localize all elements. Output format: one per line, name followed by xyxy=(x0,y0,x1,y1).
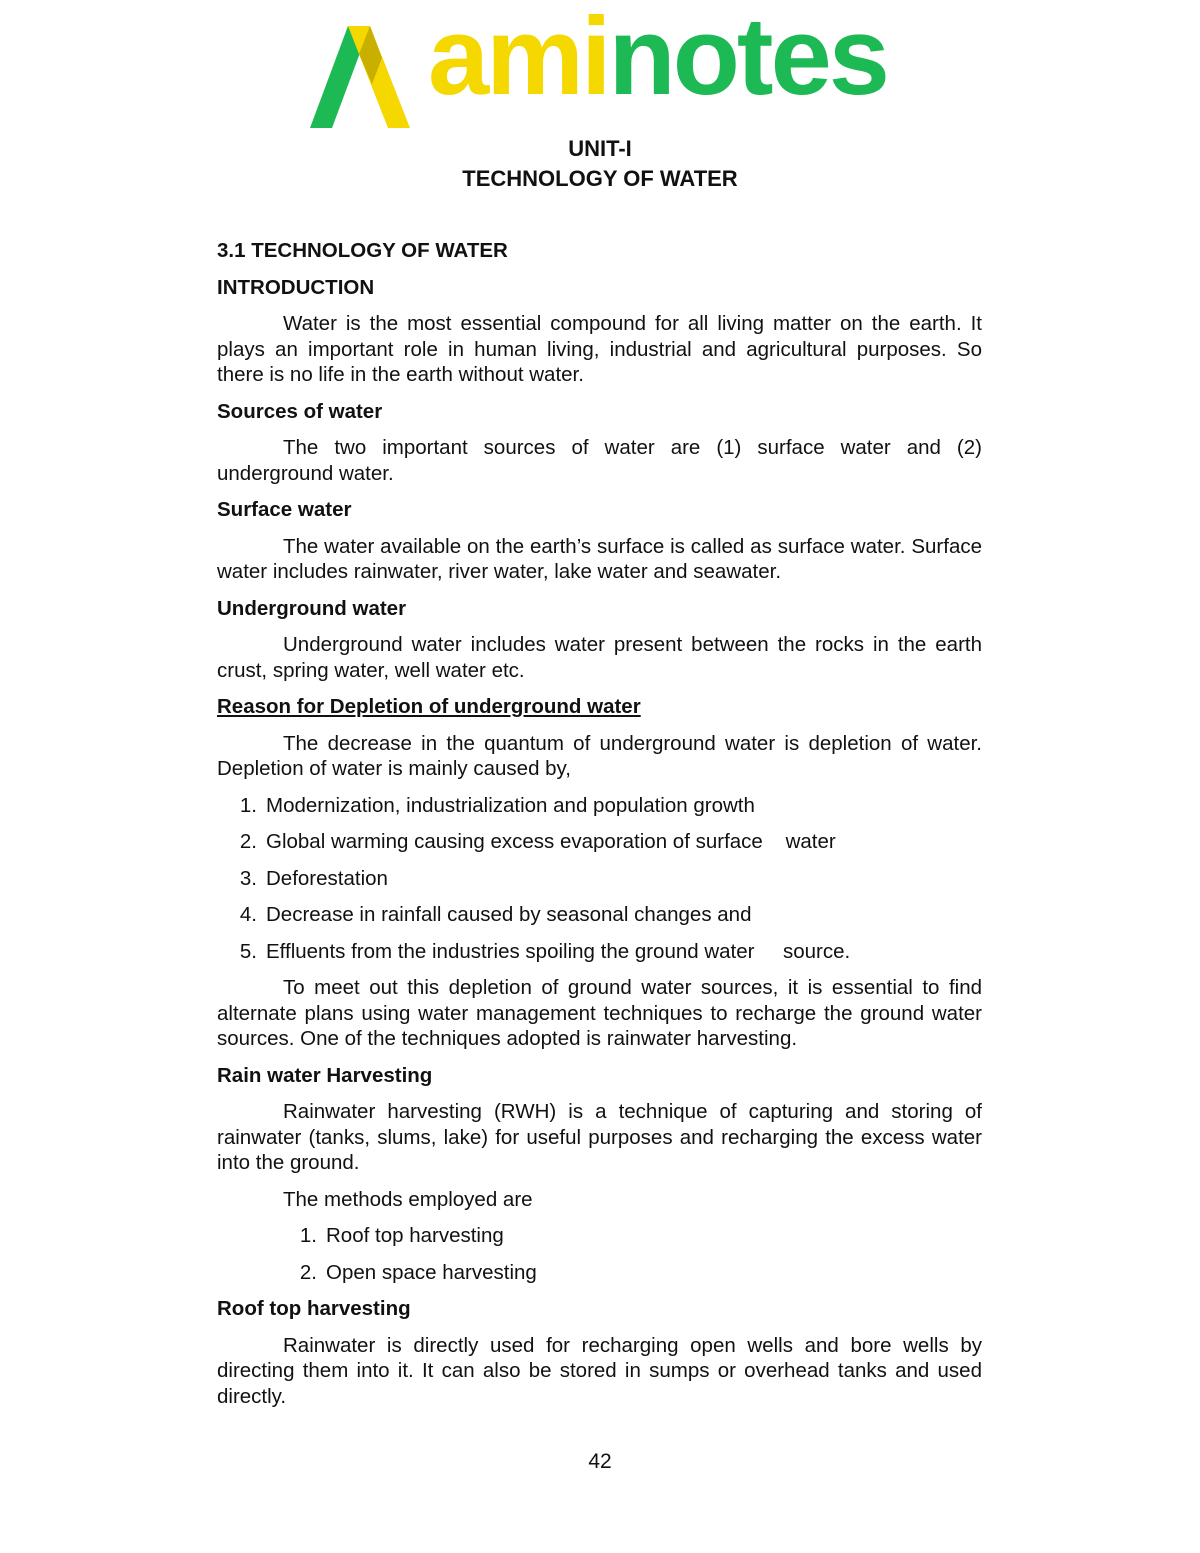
list-item-text: Effluents from the industries spoiling the ground water source. xyxy=(266,939,851,963)
intro-heading: INTRODUCTION xyxy=(217,275,375,299)
logo-word-notes: notes xyxy=(608,0,887,118)
section-title: 3.1 TECHNOLOGY OF WATER xyxy=(217,239,508,262)
rooftop-paragraph: Rainwater is directly used for recharging open wells and bore wells by directing them into it. It can also be stored in sumps or overhead tanks and used directly. xyxy=(217,1333,982,1408)
underground-paragraph: Underground water includes water present between the rocks in the earth crust, spring water, well water etc. xyxy=(217,633,982,682)
list-item xyxy=(217,793,982,819)
page-number: 42 xyxy=(588,1450,612,1473)
depletion-heading: Reason for Depletion of underground water xyxy=(217,695,641,718)
list-item-number: 1. xyxy=(239,793,257,817)
methods-intro: The methods employed are xyxy=(283,1187,533,1211)
list-item-number: 2. xyxy=(299,1260,317,1284)
list-item xyxy=(217,866,982,892)
list-item-number: 4. xyxy=(239,903,257,926)
aminotes-logo xyxy=(310,0,890,132)
sources-paragraph: The two important sources of water are (1) surface water and (2) underground water. xyxy=(217,436,982,485)
rwh-paragraph: Rainwater harvesting (RWH) is a technique of capturing and storing of rainwater (tanks, slums, lake) for useful purposes and recharging the excess water into the ground. xyxy=(217,1100,982,1174)
list-item xyxy=(217,1223,982,1249)
depletion-causes-list xyxy=(217,793,982,965)
list-item-text: Deforestation xyxy=(266,866,388,890)
surface-heading: Surface water xyxy=(217,498,352,521)
logo-wordmark xyxy=(428,0,887,118)
logo-word-ami: ami xyxy=(428,0,609,118)
list-item-text: Modernization, industrialization and population growth xyxy=(266,793,755,817)
surface-paragraph: The water available on the earth’s surface is called as surface water. Surface water includes rainwater, river water, lake water and seawater. xyxy=(217,534,982,583)
list-item-text: Roof top harvesting xyxy=(326,1224,504,1247)
depletion-conclusion: To meet out this depletion of ground water sources, it is essential to find alternate plans using water management techniques to recharge the ground water sources. One of the techniques adopted is rainwater harvesting. xyxy=(217,976,982,1050)
list-item-text: Open space harvesting xyxy=(326,1260,537,1284)
list-item xyxy=(217,1260,982,1286)
rooftop-heading: Roof top harvesting xyxy=(217,1297,411,1320)
underground-heading: Underground water xyxy=(217,596,407,620)
list-item-number: 1. xyxy=(299,1224,317,1247)
list-item-text: Decrease in rainfall caused by seasonal changes and xyxy=(266,903,752,926)
depletion-paragraph: The decrease in the quantum of underground water is depletion of water. Depletion of water is mainly caused by, xyxy=(217,731,982,780)
list-item xyxy=(217,829,982,855)
document-body xyxy=(217,238,982,1420)
unit-label: UNIT-I xyxy=(568,136,632,161)
page-title: TECHNOLOGY OF WATER xyxy=(462,166,738,191)
list-item xyxy=(217,902,982,928)
list-item-number: 5. xyxy=(239,939,257,963)
logo-mark-icon xyxy=(310,14,420,132)
list-item xyxy=(217,939,982,965)
list-item-number: 2. xyxy=(239,830,257,853)
list-item-text: Global warming causing excess evaporation of surface water xyxy=(266,830,836,853)
list-item-number: 3. xyxy=(239,866,257,890)
methods-list xyxy=(217,1223,982,1285)
intro-paragraph: Water is the most essential compound for all living matter on the earth. It plays an important role in human living, industrial and agricultural purposes. So there is no life in the earth without water. xyxy=(217,312,982,386)
sources-heading: Sources of water xyxy=(217,399,383,423)
rwh-heading: Rain water Harvesting xyxy=(217,1063,433,1087)
